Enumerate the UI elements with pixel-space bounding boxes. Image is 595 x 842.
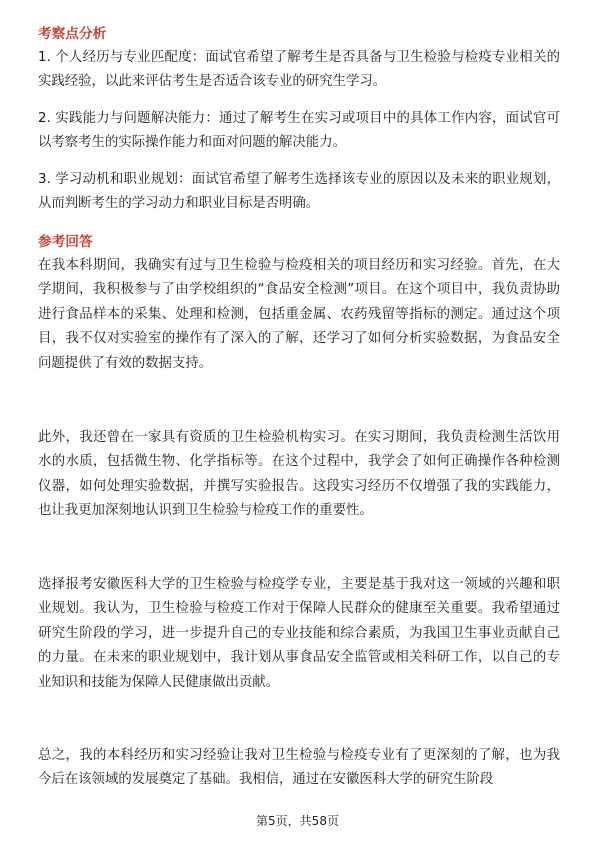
answer-paragraph-2: 此外，我还曾在一家具有资质的卫生检验机构实习。在实习期间，我负责检测生活饮用水的水质，包括微生物、化学指标等。在这个过程中，我学会了如何正确操作各种检测仪器，如何处理实验数据，并撰写实验报告。这段实习经历不仅增强了我的实践能力，也让我更加深刻地认识到卫生检验与检疫工作的重要性。: [38, 430, 560, 519]
analysis-item-2: 2. 实践能力与问题解决能力：通过了解考生在实习或项目中的具体工作内容，面试官可以考察考生的实际操作能力和面对问题的解决能力。: [38, 111, 560, 151]
analysis-heading: 考察点分析: [38, 26, 107, 42]
answer-paragraph-4: 总之，我的本科经历和实习经验让我对卫生检验与检疫专业有了更深刻的了解，也为我今后在该领域的发展奠定了基础。我相信，通过在安徽医科大学的研究生阶段: [38, 748, 560, 788]
answer-heading: 参考回答: [38, 234, 93, 250]
answer-paragraph-1: 在我本科期间，我确实有过与卫生检验与检疫相关的项目经历和实习经验。首先，在大学期间，我积极参与了由学校组织的“食品安全检测”项目。在这个项目中，我负责协助进行食品样本的采集、处理和检测，包括重金属、农药残留等指标的测定。通过这个项目，我不仅对实验室的操作有了深入的了解，还学习了如何分析实验数据，为食品安全问题提供了有效的数据支持。: [38, 258, 560, 371]
analysis-item-1: 1. 个人经历与专业匹配度：面试官希望了解考生是否具备与卫生检验与检疫专业相关的实践经验，以此来评估考生是否适合该专业的研究生学习。: [38, 50, 560, 90]
analysis-item-3: 3. 学习动机和职业规划：面试官希望了解考生选择该专业的原因以及未来的职业规划，从而判断考生的学习动力和职业目标是否明确。: [38, 172, 560, 212]
page-number: 第5页，共58页: [256, 814, 339, 828]
answer-paragraph-3: 选择报考安徽医科大学的卫生检验与检疫学专业，主要是基于我对这一领域的兴趣和职业规划。我认为，卫生检验与检疫工作对于保障人民群众的健康至关重要。我希望通过研究生阶段的学习，进一步提升自己的专业技能和综合素质，为我国卫生事业贡献自己的力量。在未来的职业规划中，我计划从事食品安全监管或相关科研工作，以自己的专业知识和技能为保障人民健康做出贡献。: [38, 577, 560, 690]
